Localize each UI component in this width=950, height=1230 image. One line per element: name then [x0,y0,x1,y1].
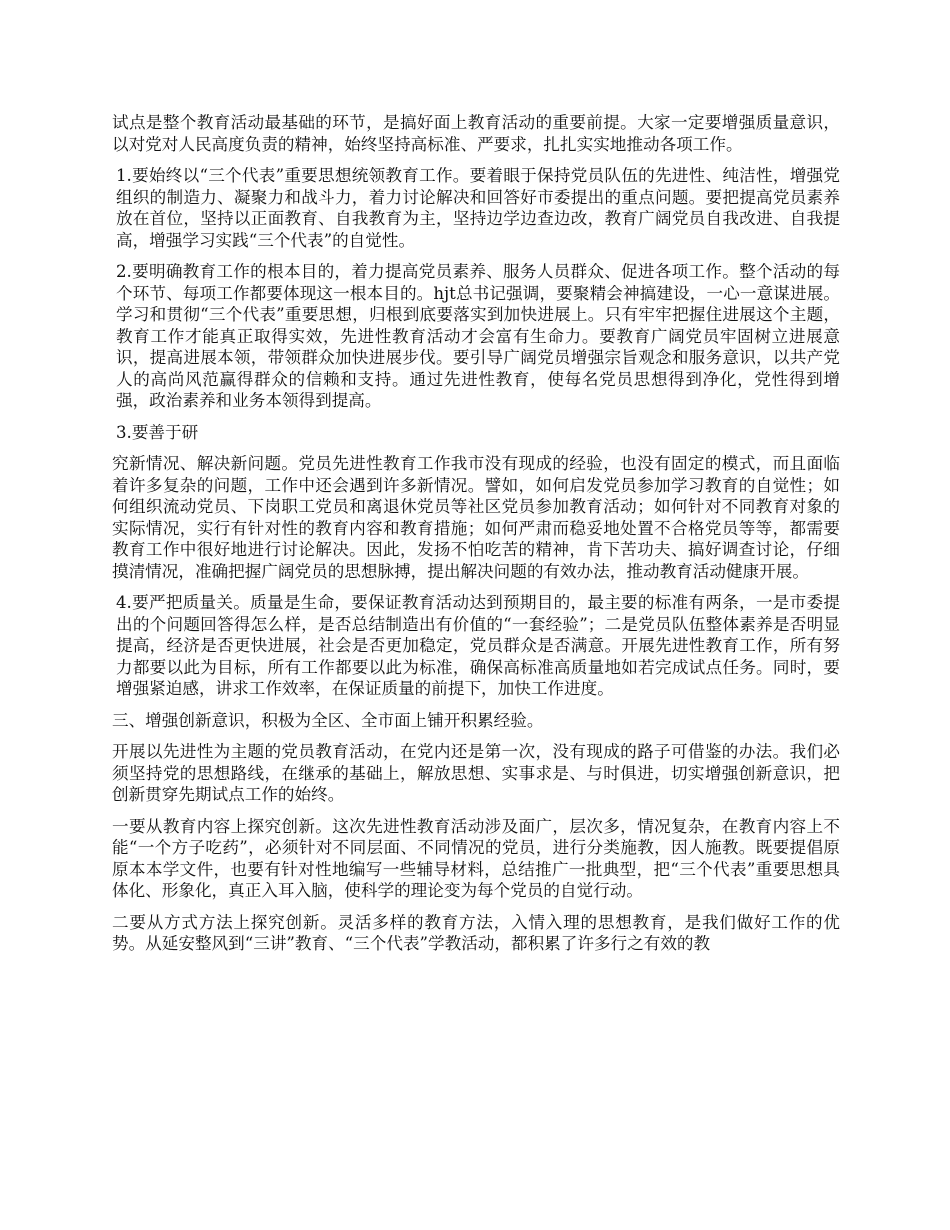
paragraph-point-4: 4.要严把质量关。质量是生命，要保证教育活动达到预期目的，最主要的标准有两条，一是市委提出的个问题回答得怎么样，是否总结制造出有价值的“一套经验”；二是党员队伍整体素养是否明显提高，经济是否更快进展，社会是否更加稳定，党员群众是否满意。开展先进性教育工作，所有努力都要以此为目标，所有工作都要以此为标准，确保高标准高质量地如若完成试点任务。同时，要增强紧迫感，讲求工作效率，在保证质量的前提下，加快工作进度。 [116,593,840,698]
paragraph-point-1: 1.要始终以“三个代表”重要思想统领教育工作。要着眼于保持党员队伍的先进性、纯洁性，增强党组织的制造力、凝聚力和战斗力，着力讨论解决和回答好市委提出的重点问题。要把提高党员素养放在首位，坚持以正面教育、自我教育为主，坚持边学边查边改，教育广阔党员自我改进、自我提高，增强学习实践“三个代表”的自觉性。 [116,166,840,250]
paragraph-innovation-content: 一要从教育内容上探究创新。这次先进性教育活动涉及面广，层次多，情况复杂，在教育内容上不能“一个方子吃药”，必须针对不同层面、不同情况的党员，进行分类施教，因人施教。既要提倡原原本本学文件，也要有针对性地编写一些辅导材料，总结推广一批典型，把“三个代表”重要思想具体化、形象化，真正入耳入脑，使科学的理论变为每个党员的自觉行动。 [112,816,840,900]
paragraph-intro: 试点是整个教育活动最基础的环节，是搞好面上教育活动的重要前提。大家一定要增强质量意识，以对党对人民高度负责的精神，始终坚持高标准、严要求，扎扎实实地推动各项工作。 [112,113,840,154]
paragraph-innovation-intro: 开展以先进性为主题的党员教育活动，在党内还是第一次，没有现成的路子可借鉴的办法。我们必须坚持党的思想路线，在继承的基础上，解放思想、实事求是、与时俱进，切实增强创新意识，把创新贯穿先期试点工作的始终。 [112,742,840,804]
paragraph-point-3-heading: 3.要善于研 [116,422,199,442]
section-heading-3: 三、增强创新意识，积极为全区、全市面上铺开积累经验。 [112,710,544,730]
paragraph-point-2: 2.要明确教育工作的根本目的，着力提高党员素养、服务人员群众、促进各项工作。整个活动的每个环节、每项工作都要体现这一根本目的。hjt总书记强调，要聚精会神搞建设，一心一意谋进展。学习和贯彻“三个代表”重要思想，归根到底要落实到加快进展上。只有牢牢把握住进展这个主题，教育工作才能真正取得实效，先进性教育活动才会富有生命力。要教育广阔党员牢固树立进展意识，提高进展本领，带领群众加快进展步伐。要引导广阔党员增强宗旨观念和服务意识，以共产党人的高尚风范赢得群众的信赖和支持。通过先进性教育，使每名党员思想得到净化，党性得到增强，政治素养和业务本领得到提高。 [116,262,840,410]
paragraph-innovation-methods: 二要从方式方法上探究创新。灵活多样的教育方法，入情入理的思想教育，是我们做好工作的优势。从延安整风到“三讲”教育、“三个代表”学教活动，都积累了许多行之有效的教 [112,912,840,953]
document-body [112,112,840,965]
paragraph-point-3-body: 究新情况、解决新问题。党员先进性教育工作我市没有现成的经验，也没有固定的模式，而且面临着许多复杂的问题，工作中还会遇到许多新情况。譬如，如何启发党员参加学习教育的自觉性；如何组织流动党员、下岗职工党员和离退休党员等社区党员参加教育活动；如何针对不同教育对象的实际情况，实行有针对性的教育内容和教育措施；如何严肃而稳妥地处置不合格党员等等，都需要教育工作中很好地进行讨论解决。因此，发扬不怕吃苦的精神，肯下苦功夫、搞好调查讨论，仔细摸清情况，准确把握广阔党员的思想脉搏，提出解决问题的有效办法，推动教育活动健康开展。 [112,454,840,581]
